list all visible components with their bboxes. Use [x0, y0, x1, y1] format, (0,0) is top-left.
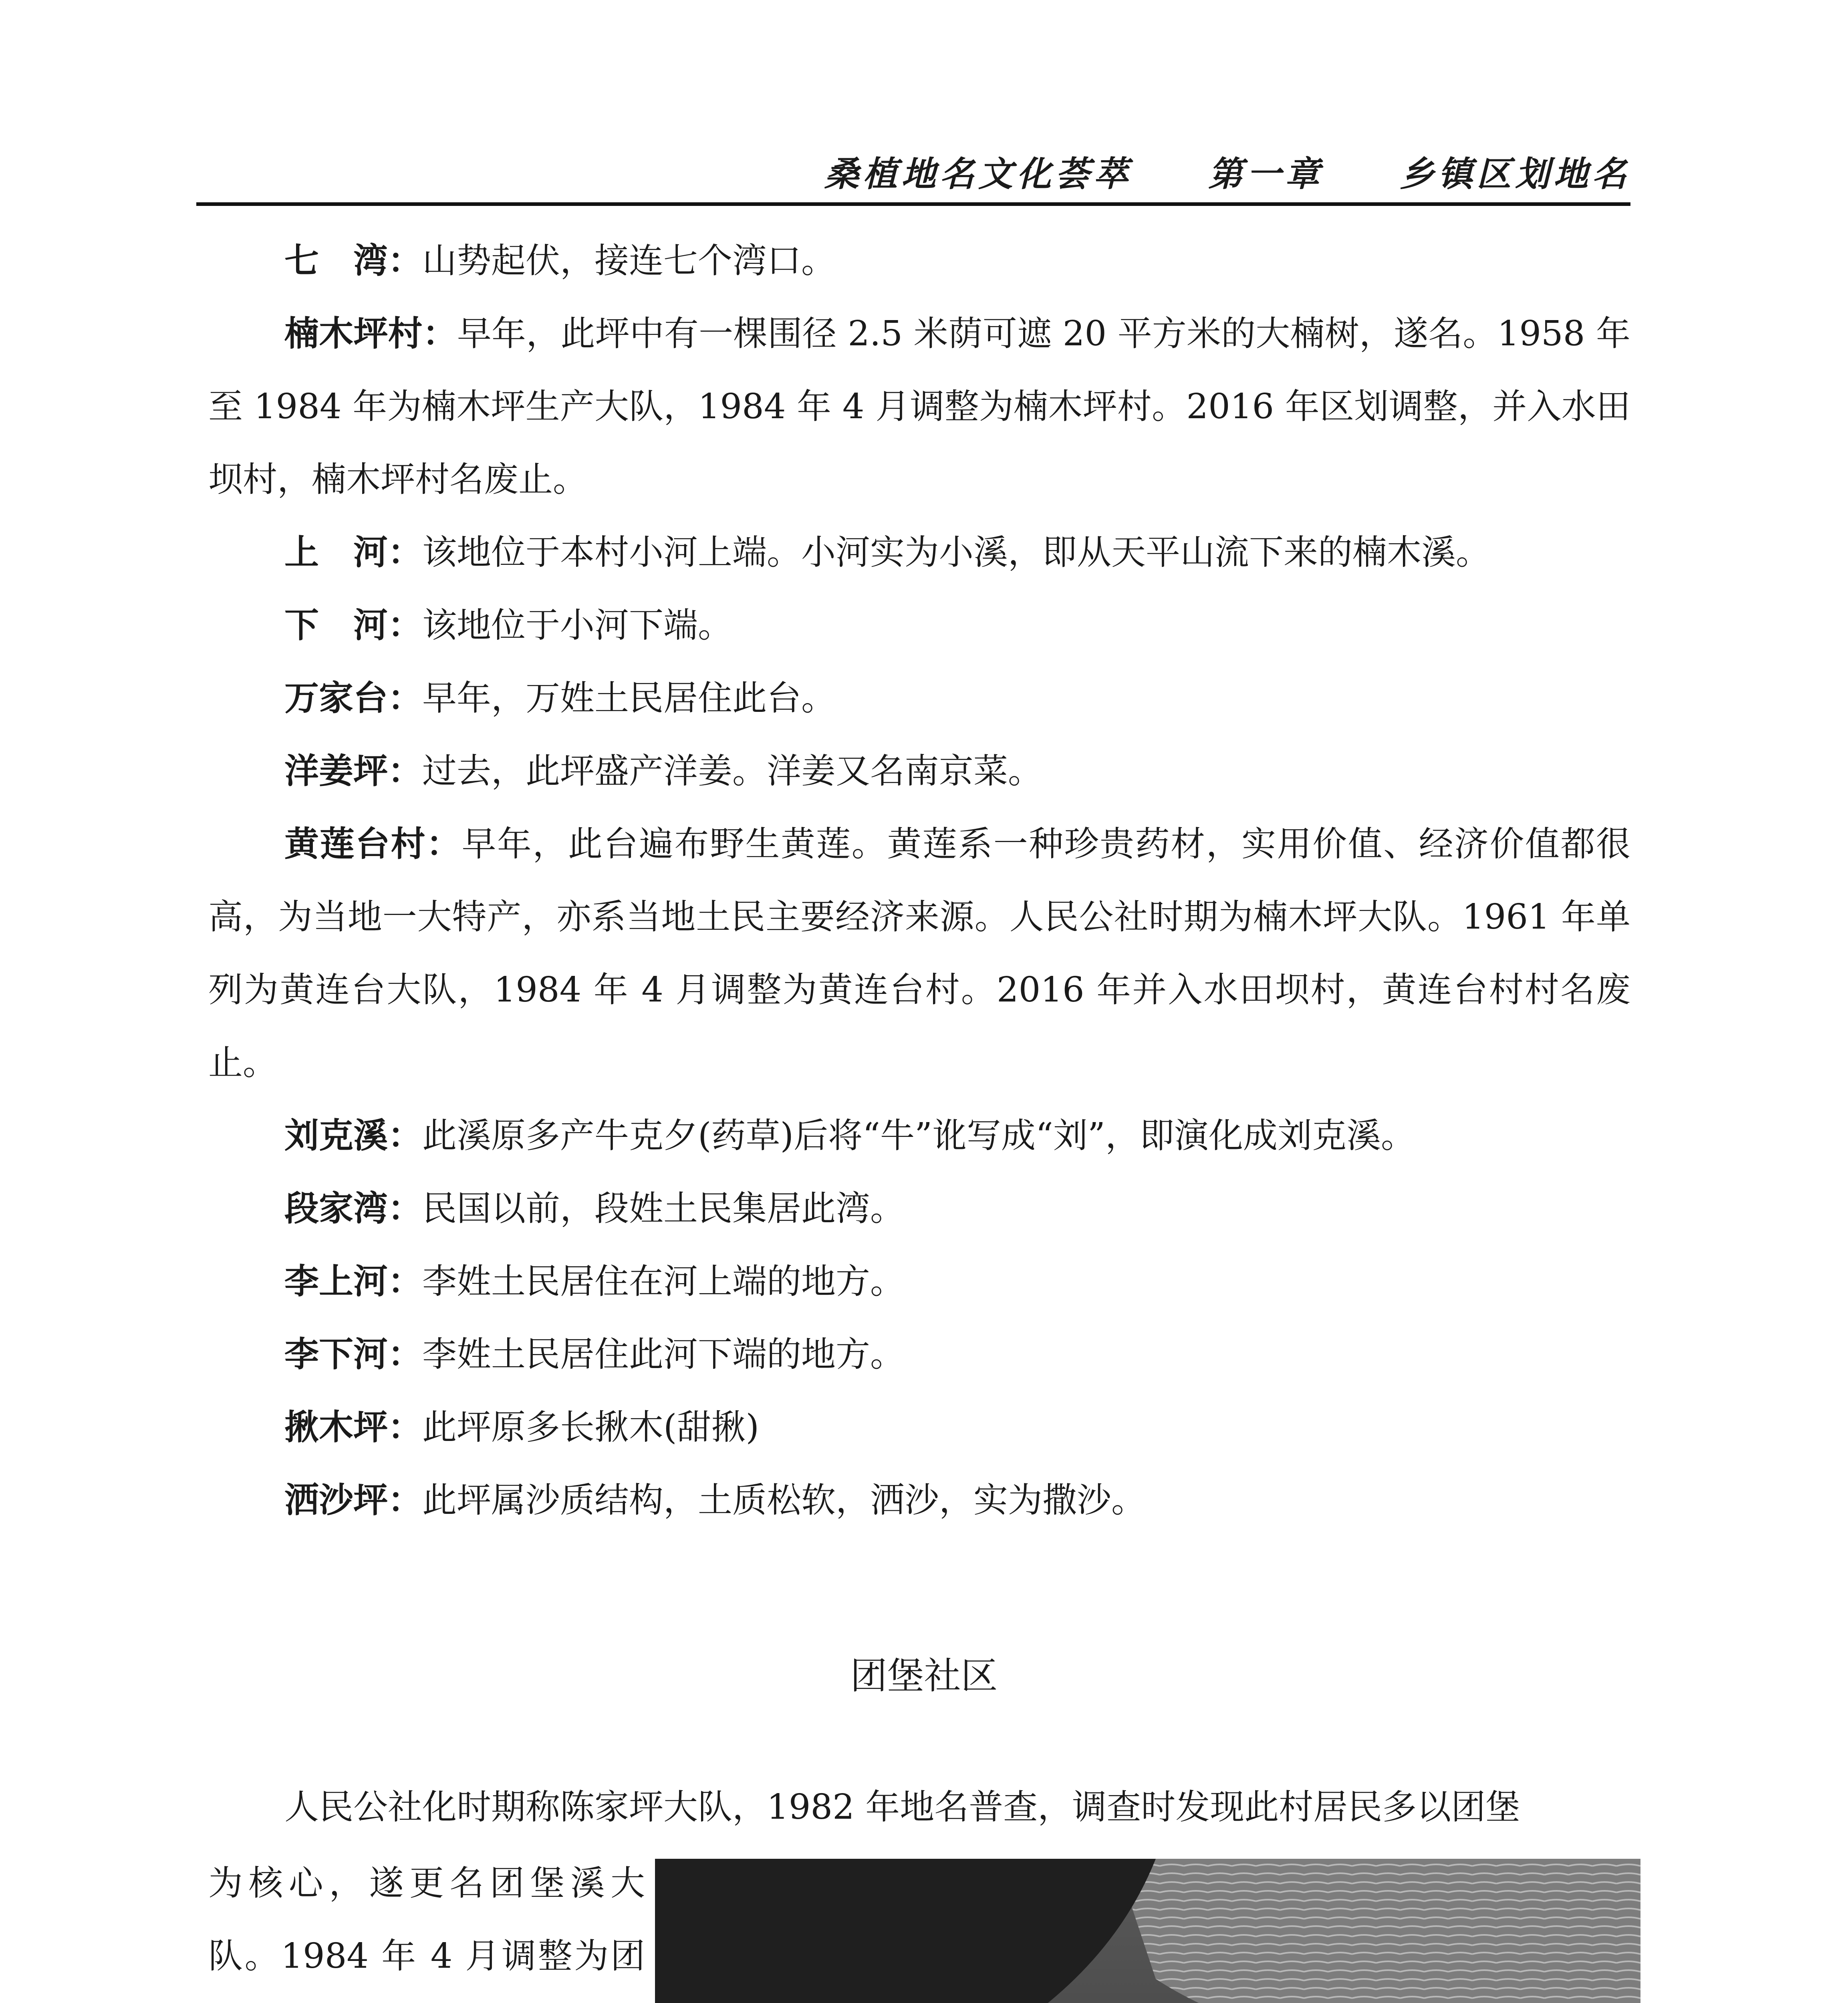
entry-text: 早年，此坪中有一棵围径 2.5 米荫可遮 20 平方米的大楠树，遂名。1958 年至 1984 年为楠木坪生产大队，1984 年 4 月调整为楠木坪村。2016 年区划调整，并入水田坝村，楠木坪村名废止。 — [208, 314, 1631, 500]
village-landscape-photo — [655, 1859, 1640, 2003]
entry-text: 山势起伏，接连七个湾口。 — [422, 241, 836, 281]
entry-text: 此坪原多长揪木(甜揪) — [422, 1407, 760, 1447]
entry-text: 早年，万姓土民居住此台。 — [422, 678, 836, 718]
entry-shanghe — [208, 516, 1630, 589]
entry-jiumuping — [208, 1391, 1630, 1464]
entry-term: 洋姜坪： — [284, 751, 422, 791]
entry-xiahe — [208, 589, 1630, 662]
entry-text: 该地位于本村小河上端。小河实为小溪，即从天平山流下来的楠木溪。 — [422, 532, 1490, 572]
entry-term: 下 河： — [284, 605, 422, 645]
entry-text: 此溪原多产牛克夕(药草)后将“牛”讹写成“刘”，即演化成刘克溪。 — [422, 1116, 1415, 1156]
entry-text: 李姓土民居住此河下端的地方。 — [422, 1334, 905, 1374]
running-header — [196, 142, 1630, 206]
entry-duanjiawan — [208, 1172, 1630, 1245]
entry-term: 黄莲台村： — [284, 824, 462, 864]
entry-term: 揪木坪： — [284, 1407, 422, 1447]
entry-text: 民国以前，段姓土民集居此湾。 — [422, 1189, 905, 1229]
entry-term: 洒沙坪： — [284, 1480, 422, 1520]
entry-text: 李姓土民居住在河上端的地方。 — [422, 1261, 905, 1302]
entry-yangjiangping — [208, 735, 1630, 808]
entry-term: 楠木坪村： — [284, 314, 457, 354]
entry-liukexi — [208, 1099, 1630, 1172]
entry-list — [208, 224, 1630, 1537]
entry-term: 七 湾： — [284, 241, 422, 281]
section-intro-wrapped-text: 为核心，遂更名团堡溪大队。1984 年 4 月调整为团 — [208, 1863, 645, 1976]
section-title: 团堡社区 — [850, 1654, 998, 1697]
section-intro-first-line: 人民公社化时期称陈家坪大队，1982 年地名普查，调查时发现此村居民多以团堡 — [284, 1787, 1520, 1827]
photo-illustration — [655, 1859, 1640, 2003]
header-chapter: 第一章 — [1208, 154, 1324, 194]
entry-text: 此坪属沙质结构，土质松软，洒沙，实为撒沙。 — [422, 1480, 1146, 1520]
entry-nanmuping — [208, 297, 1630, 516]
entry-term: 李下河： — [284, 1334, 422, 1374]
header-book-title: 桑植地名文化荟萃 — [824, 154, 1132, 194]
header-section: 乡镇区划地名 — [1400, 154, 1630, 194]
entry-text: 早年，此台遍布野生黄莲。黄莲系一种珍贵药材，实用价值、经济价值都很高，为当地一大特产，亦系当地土民主要经济来源。人民公社时期为楠木坪大队。1961 年单列为黄连台大队，1984 年 4 月调整为黄连台村。2016 年并入水田坝村，黄连台村村名废止。 — [208, 824, 1631, 1083]
entry-text: 该地位于小河下端。 — [422, 605, 732, 645]
entry-term: 刘克溪： — [284, 1116, 422, 1156]
entry-term: 段家湾： — [284, 1189, 422, 1229]
running-header-text — [824, 146, 1630, 196]
entry-sashaping — [208, 1464, 1630, 1537]
entry-term: 上 河： — [284, 532, 422, 572]
entry-wanjiatai — [208, 662, 1630, 735]
entry-term: 李上河： — [284, 1261, 422, 1302]
entry-lishanghe — [208, 1245, 1630, 1318]
entry-text: 过去，此坪盛产洋姜。洋姜又名南京菜。 — [422, 751, 1042, 791]
entry-huangliantai — [208, 808, 1630, 1099]
entry-term: 万家台： — [284, 678, 422, 718]
entry-lixiahe — [208, 1318, 1630, 1391]
entry-qiwan — [208, 224, 1630, 297]
